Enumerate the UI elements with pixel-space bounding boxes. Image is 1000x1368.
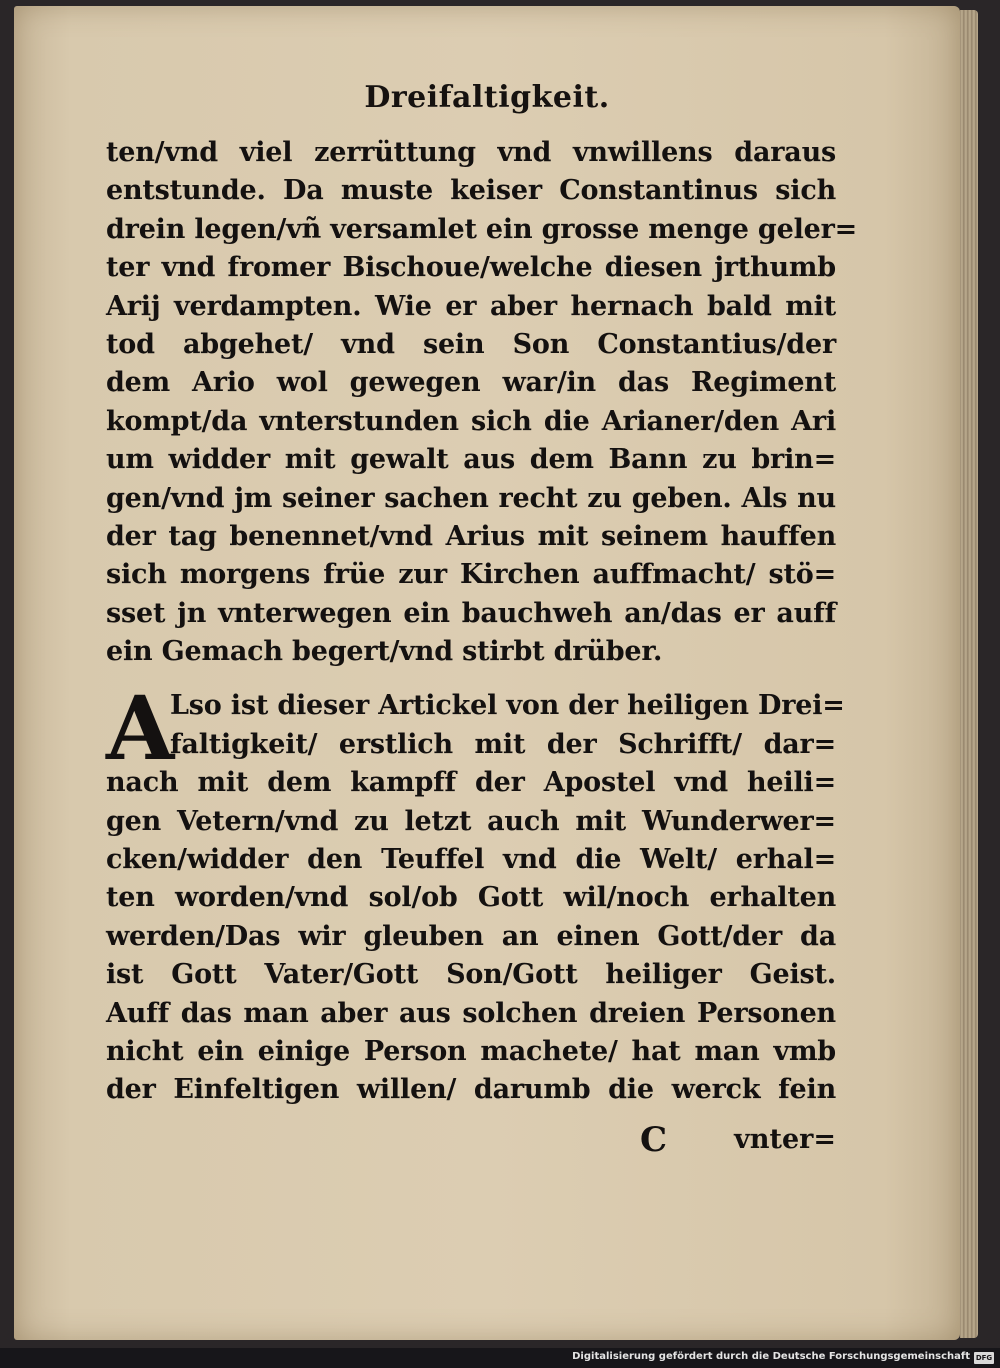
text-line: gen Vetern/vnd zu letzt auch mit Wunderwer= [106,805,836,837]
text-line: nach mit dem kampff der Apostel vnd heili= [106,767,836,799]
text-line: faltigkeit/ erstlich mit der Schrifft/ dar= [170,728,836,760]
text-block [106,134,858,1110]
book-page [14,6,960,1340]
text-line: ist Gott Vater/Gott Son/Gott heiliger Geist. [106,959,836,991]
signature-mark: C [640,1120,668,1160]
text-line: entstunde. Da muste keiser Constantinus sich [106,175,836,207]
text-line: gen/vnd jm seiner sachen recht zu geben. Als nu [106,482,836,514]
footer-bar [0,1348,1000,1368]
text-line: Auff das man aber aus solchen dreien Personen [106,997,836,1029]
text-line: sset jn vnterwegen ein bauchweh an/das er auff [106,597,836,629]
catchword: vnter= [734,1124,836,1155]
text-line: kompt/da vnterstunden sich die Arianer/den Ari [106,405,836,437]
text-line: drein legen/vñ versamlet ein grosse menge geler= [106,213,858,245]
text-line: ter vnd fromer Bischoue/welche diesen jrthumb [106,252,836,284]
text-line: Arij verdampten. Wie er aber hernach bald mit [106,290,836,322]
text-line: Lso ist dieser Artickel von der heiligen Drei= [170,690,845,722]
text-line: werden/Das wir gleuben an einen Gott/der da [106,920,836,952]
text-line: dem Ario wol gewegen war/in das Regiment [106,367,836,399]
text-line: der tag benennet/vnd Arius mit seinem hauffen [106,520,836,552]
footer-credit: Digitalisierung gefördert durch die Deutsche Forschungsgemeinschaft [572,1351,970,1362]
text-line: ten worden/vnd sol/ob Gott wil/noch erhalten [106,882,836,914]
drop-cap-initial: A [106,676,175,781]
fore-edge [960,10,978,1338]
paragraph-with-initial [106,676,845,1109]
text-line: nicht ein einige Person machete/ hat man vmb [106,1035,836,1067]
paragraph-gap [106,671,836,687]
dfg-logo-icon: DFG [975,1354,993,1362]
running-head: Dreifaltigkeit. [364,80,610,115]
text-line: ten/vnd viel zerrüttung vnd vnwillens daraus [106,137,836,168]
text-line: der Einfeltigen willen/ darumb die werck fein [106,1074,836,1106]
text-line: ein Gemach begert/vnd stirbt drüber. [106,636,663,668]
text-line: tod abgehet/ vnd sein Son Constantius/der [106,328,836,360]
text-line: cken/widder den Teuffel vnd die Welt/ erhal= [106,844,836,876]
text-line: sich morgens früe zur Kirchen auffmacht/ stö= [106,559,836,591]
text-line: um widder mit gewalt aus dem Bann zu brin= [106,444,836,476]
catchword-row [106,1120,836,1160]
